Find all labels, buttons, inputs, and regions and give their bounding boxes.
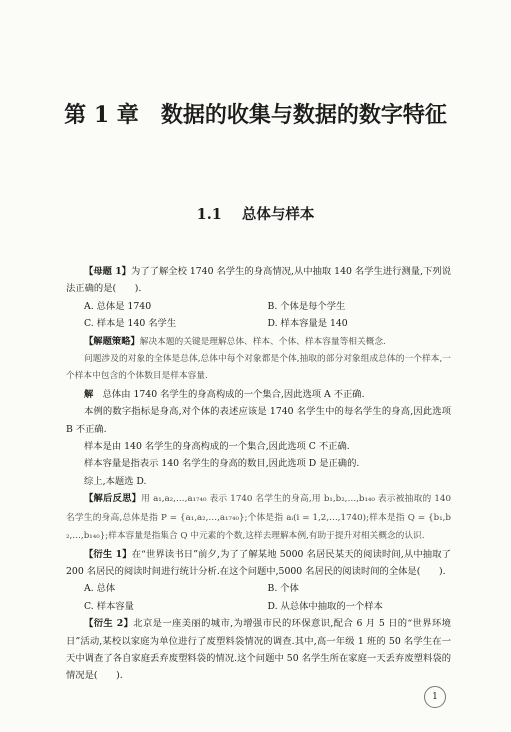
solution-line-4: 样本容量是指表示 140 名学生的身高的数目,因此选项 D 是正确的. bbox=[84, 458, 360, 470]
derive1-question: 【衍生 1】在“世界读书日”前夕,为了了解某地 5000 名居民某天的阅读时间,从中抽取了 200 名居民的阅读时间进行统计分析.在这个问题中,5000 名居民的阅读时间的全体是( ). bbox=[66, 548, 451, 577]
derive1-tag: 【衍生 1】 bbox=[84, 548, 132, 560]
reflection-tag: 【解后反思】 bbox=[84, 493, 142, 505]
solution-line-1: 解 总体由 1740 名学生的身高构成的一个集合,因此选项 A 不正确. bbox=[84, 388, 365, 400]
example-options-row-2 bbox=[66, 315, 451, 332]
derive1-options-row-1 bbox=[66, 580, 451, 597]
derive1-options-row-2 bbox=[66, 598, 451, 615]
example-question: 【母题 1】为了了解全校 1740 名学生的身高情况,从中抽取 140 名学生进行测量,下列说法正确的是( ). bbox=[66, 266, 451, 295]
solution-tag: 解 bbox=[84, 388, 94, 400]
example-tag: 【母题 1】 bbox=[84, 266, 131, 277]
chapter-number: 第 1 章 bbox=[64, 102, 139, 128]
option-b: B. 个体是每个学生 bbox=[267, 300, 346, 312]
strategy-paragraph: 【解题策略】解决本题的关键是理解总体、样本、个体、样本容量等相关概念. bbox=[84, 335, 386, 347]
solution-line-3: 样本是由 140 名学生的身高构成的一个集合,因此选项 C 不正确. bbox=[84, 441, 350, 453]
strategy-tag: 【解题策略】 bbox=[84, 335, 140, 347]
section-name: 总体与样本 bbox=[241, 206, 315, 223]
derive1-option-d: D. 从总体中抽取的一个样本 bbox=[267, 600, 383, 612]
chapter-name: 数据的收集与数据的数字特征 bbox=[160, 102, 447, 128]
derive2-question: 【衍生 2】北京是一座美丽的城市,为增强市民的环保意识,配合 6 月 5 日的“世界环境日”活动,某校以家庭为单位进行了废塑料袋情况的调查.其中,高一年级 1 班的 50 名学生在一天中调查了各自家庭丢弃废塑料袋的情况.这个问题中 50 名学生所在家庭一天丢弃废塑料袋的情况是( ). bbox=[66, 618, 451, 682]
page-number: 1 bbox=[424, 686, 446, 708]
derive2-tag: 【衍生 2】 bbox=[84, 618, 134, 630]
option-d: D. 样本容量是 140 bbox=[267, 318, 348, 330]
section-number: 1.1 bbox=[196, 206, 222, 223]
content-body bbox=[66, 263, 451, 685]
section-title bbox=[0, 203, 511, 224]
solution-line-2: 本例的数字指标是身高,对个体的表述应该是 1740 名学生中的每名学生的身高,因此选项 B 不正确. bbox=[66, 406, 451, 435]
option-a: A. 总体是 1740 bbox=[84, 300, 152, 312]
solution-line-5: 综上,本题选 D. bbox=[84, 475, 147, 487]
reflection-paragraph: 【解后反思】用 a₁,a₂,…,a₁₇₄₀ 表示 1740 名学生的身高,用 b₁,b₂,…,b₁₄₀ 表示被抽取的 140 名学生的身高,总体是指 P = {a₁,a₂,…,a₁₇₄₀};个体是指 aᵢ(i = 1,2,…,1740);样本是指 Q = {b₁,b₂,…,b₁₄₀};样本容量是指集合 Q 中元素的个数,这样去理解本例,有助于提升对相关概念的认识. bbox=[66, 493, 451, 542]
derive1-option-b: B. 个体 bbox=[267, 583, 299, 595]
derive1-option-c: C. 样本容量 bbox=[84, 600, 134, 612]
chapter-title bbox=[0, 98, 511, 129]
example-options-row-1 bbox=[66, 298, 451, 315]
option-c: C. 样本是 140 名学生 bbox=[84, 318, 177, 330]
derive1-option-a: A. 总体 bbox=[84, 583, 116, 595]
strategy-explanation: 问题涉及的对象的全体是总体,总体中每个对象都是个体,抽取的部分对象组成总体的一个样本,一个样本中包含的个体数目是样本容量. bbox=[66, 354, 451, 382]
